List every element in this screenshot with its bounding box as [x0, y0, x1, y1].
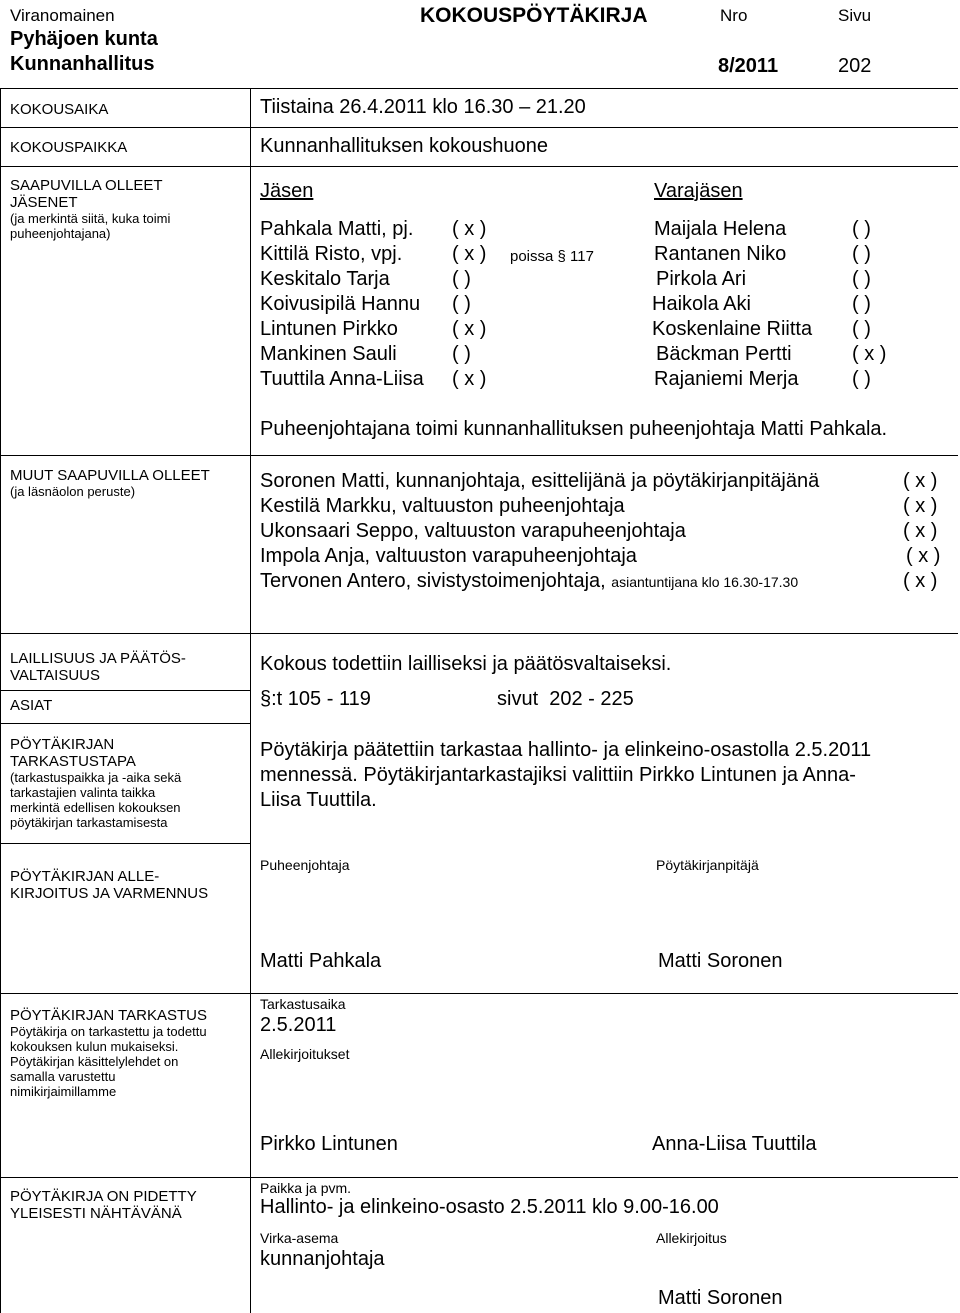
absence-note	[510, 248, 594, 265]
absence-note-number: 117	[570, 248, 594, 265]
review-text-line3: Liisa Tuuttila.	[260, 789, 377, 811]
other-attendee-main: Tervonen Antero, sivistystoimenjohtaja,	[260, 570, 606, 592]
other-attendee-text: Kestilä Markku, valtuuston puheenjohtaja	[260, 495, 625, 517]
review-label-sub4: pöytäkirjan tarkastamisesta	[10, 815, 168, 830]
member-mark: ( )	[452, 293, 471, 315]
public-label	[10, 1188, 197, 1222]
municipality-name: Pyhäjoen kunta	[10, 28, 158, 50]
deputy-name: Haikola Aki	[652, 293, 751, 315]
member-mark: ( x )	[452, 243, 487, 265]
position-label: Virka-asema	[260, 1230, 339, 1246]
member-mark: ( )	[452, 268, 471, 290]
deputy-name: Pirkola Ari	[656, 268, 747, 290]
document-title: KOKOUSPÖYTÄKIRJA	[420, 4, 648, 27]
section-sign-icon: §	[557, 248, 566, 265]
matters-pages	[497, 688, 634, 711]
other-attendee-text: Ukonsaari Seppo, valtuuston varapuheenjohtaja	[260, 520, 686, 542]
review-label-sub2: tarkastajien valinta taikka	[10, 785, 156, 800]
other-attendee-mark: ( x )	[903, 570, 938, 592]
legality-label	[10, 650, 186, 684]
absence-note-text: poissa	[510, 248, 554, 265]
other-attendee-mark: ( x )	[906, 545, 941, 567]
member-name: Keskitalo Tarja	[260, 268, 390, 290]
legality-label-line1: LAILLISUUS JA PÄÄTÖS-	[10, 650, 186, 667]
review-text-line2: mennessä. Pöytäkirjantarkastajiksi valittiin Pirkko Lintunen ja Anna-	[260, 764, 856, 786]
other-attendee-mark: ( x )	[903, 495, 938, 517]
rule	[0, 993, 958, 994]
signature-label: Allekirjoitus	[656, 1230, 727, 1246]
deputy-mark: ( )	[852, 218, 871, 240]
meeting-place-label: KOKOUSPAIKKA	[10, 139, 128, 156]
signatures-label-line1: PÖYTÄKIRJAN ALLE-	[10, 868, 160, 885]
deputy-name: Maijala Helena	[654, 218, 787, 240]
secretary-signature-label: Pöytäkirjanpitäjä	[656, 857, 759, 873]
inspection-label	[10, 1007, 207, 1099]
inspection-sub5: nimikirjaimillamme	[10, 1084, 117, 1099]
signatures-label-line2: KIRJOITUS JA VARMENNUS	[10, 885, 209, 902]
member-name: Kittilä Risto, vpj.	[260, 243, 403, 265]
other-attendee-text: Impola Anja, valtuuston varapuheenjohtaja	[260, 545, 637, 567]
member-name: Tuuttila Anna-Liisa	[260, 368, 424, 390]
attendees-label-line1: SAAPUVILLA OLLEET	[10, 177, 163, 194]
attendees-label-sub2: puheenjohtajana)	[10, 226, 111, 241]
chair-signature-label: Puheenjohtaja	[260, 857, 350, 873]
public-label-line1: PÖYTÄKIRJA ON PIDETTY	[10, 1188, 197, 1205]
deputy-column-header: Varajäsen	[654, 180, 743, 202]
review-text-line1: Pöytäkirja päätettiin tarkastaa hallinto- ja elinkeino-osastolla 2.5.2011	[260, 739, 872, 761]
deputy-name: Bäckman Pertti	[656, 343, 792, 365]
member-mark: ( x )	[452, 318, 487, 340]
inspector-2-name: Anna-Liisa Tuuttila	[652, 1133, 817, 1155]
member-name: Mankinen Sauli	[260, 343, 397, 365]
rule	[0, 166, 958, 167]
review-label	[10, 736, 181, 830]
member-name: Pahkala Matti, pj.	[260, 218, 414, 240]
place-date-value: Hallinto- ja elinkeino-osasto 2.5.2011 klo 9.00-16.00	[260, 1196, 719, 1218]
sivu-value: 202	[838, 55, 872, 77]
nro-label: Nro	[720, 6, 748, 25]
secretary-name: Matti Soronen	[658, 950, 783, 972]
board-name: Kunnanhallitus	[10, 53, 155, 75]
inspection-time-value: 2.5.2011	[260, 1014, 337, 1036]
pages-value: 202 - 225	[549, 688, 634, 710]
inspection-sub3: Pöytäkirjan käsittelylehdet on	[10, 1054, 179, 1069]
matters-paragraph-range: :t 105 - 119	[271, 688, 371, 710]
others-label-line1: MUUT SAAPUVILLA OLLEET	[10, 467, 210, 484]
review-label-sub3: merkintä edellisen kokouksen	[10, 800, 181, 815]
member-name: Koivusipilä Hannu	[260, 293, 421, 315]
other-attendee-text: Soronen Matti, kunnanjohtaja, esittelijänä ja pöytäkirjanpitäjänä	[260, 470, 820, 492]
inspection-sub1: Pöytäkirja on tarkastettu ja todettu	[10, 1024, 207, 1039]
meeting-place-value: Kunnanhallituksen kokoushuone	[260, 135, 548, 157]
signatures-label	[10, 868, 208, 902]
other-attendee-mark: ( x )	[903, 520, 938, 542]
legality-value: Kokous todettiin lailliseksi ja päätösvaltaiseksi.	[260, 653, 672, 675]
place-date-label: Paikka ja pvm.	[260, 1180, 352, 1196]
rule	[0, 88, 958, 89]
review-label-line1: PÖYTÄKIRJAN	[10, 736, 115, 753]
others-label	[10, 467, 210, 499]
inspector-1-name: Pirkko Lintunen	[260, 1133, 398, 1155]
meeting-time-value: Tiistaina 26.4.2011 klo 16.30 – 21.20	[260, 96, 586, 118]
member-column-header: Jäsen	[260, 180, 314, 202]
deputy-name: Koskenlaine Riitta	[652, 318, 813, 340]
sivu-label: Sivu	[838, 6, 872, 25]
rule	[0, 88, 1, 1313]
section-sign-icon: §	[260, 688, 272, 710]
attendees-label	[10, 177, 170, 241]
pages-label: sivut	[497, 688, 539, 710]
deputy-mark: ( )	[852, 318, 871, 340]
review-label-line2: TARKASTUSTAPA	[10, 753, 136, 770]
deputy-mark: ( )	[852, 268, 871, 290]
public-label-line2: YLEISESTI NÄHTÄVÄNÄ	[10, 1205, 182, 1222]
matters-label: ASIAT	[10, 697, 53, 714]
member-mark: ( x )	[452, 368, 487, 390]
rule	[0, 633, 958, 634]
deputy-name: Rantanen Niko	[654, 243, 787, 265]
chair-note: Puheenjohtajana toimi kunnanhallituksen puheenjohtaja Matti Pahkala.	[260, 418, 888, 440]
rule	[0, 455, 958, 456]
nro-value: 8/2011	[718, 55, 779, 77]
deputy-mark: ( )	[852, 368, 871, 390]
rule	[0, 723, 250, 724]
deputy-mark: ( )	[852, 293, 871, 315]
inspection-time-label: Tarkastusaika	[260, 996, 346, 1012]
inspection-label-title: PÖYTÄKIRJAN TARKASTUS	[10, 1007, 207, 1024]
inspection-sub4: samalla varustettu	[10, 1069, 116, 1084]
legality-label-line2: VALTAISUUS	[10, 667, 101, 684]
others-label-sub: (ja läsnäolon peruste)	[10, 484, 136, 499]
rule	[0, 843, 250, 844]
rule	[250, 88, 251, 1313]
member-mark: ( )	[452, 343, 471, 365]
other-attendee-text	[260, 570, 798, 593]
deputy-mark: ( x )	[852, 343, 887, 365]
attendees-label-line2: JÄSENET	[10, 194, 78, 211]
rule	[0, 127, 958, 128]
authority-label: Viranomainen	[10, 6, 115, 25]
deputy-name: Rajaniemi Merja	[654, 368, 799, 390]
meeting-time-label: KOKOUSAIKA	[10, 101, 109, 118]
chair-name: Matti Pahkala	[260, 950, 382, 972]
rule	[0, 690, 250, 691]
deputy-mark: ( )	[852, 243, 871, 265]
other-attendee-small: asiantuntijana klo 16.30-17.30	[611, 574, 799, 590]
review-label-sub1: (tarkastuspaikka ja -aika sekä	[10, 770, 182, 785]
rule	[0, 1177, 958, 1178]
matters-paragraphs	[260, 688, 371, 711]
signer-name: Matti Soronen	[658, 1287, 783, 1309]
inspection-sub2: kokouksen kulun mukaiseksi.	[10, 1039, 179, 1054]
member-name: Lintunen Pirkko	[260, 318, 398, 340]
other-attendee-mark: ( x )	[903, 470, 938, 492]
attendees-label-sub1: (ja merkintä siitä, kuka toimi	[10, 211, 171, 226]
member-mark: ( x )	[452, 218, 487, 240]
inspection-signatures-label: Allekirjoitukset	[260, 1046, 350, 1062]
position-value: kunnanjohtaja	[260, 1248, 385, 1270]
